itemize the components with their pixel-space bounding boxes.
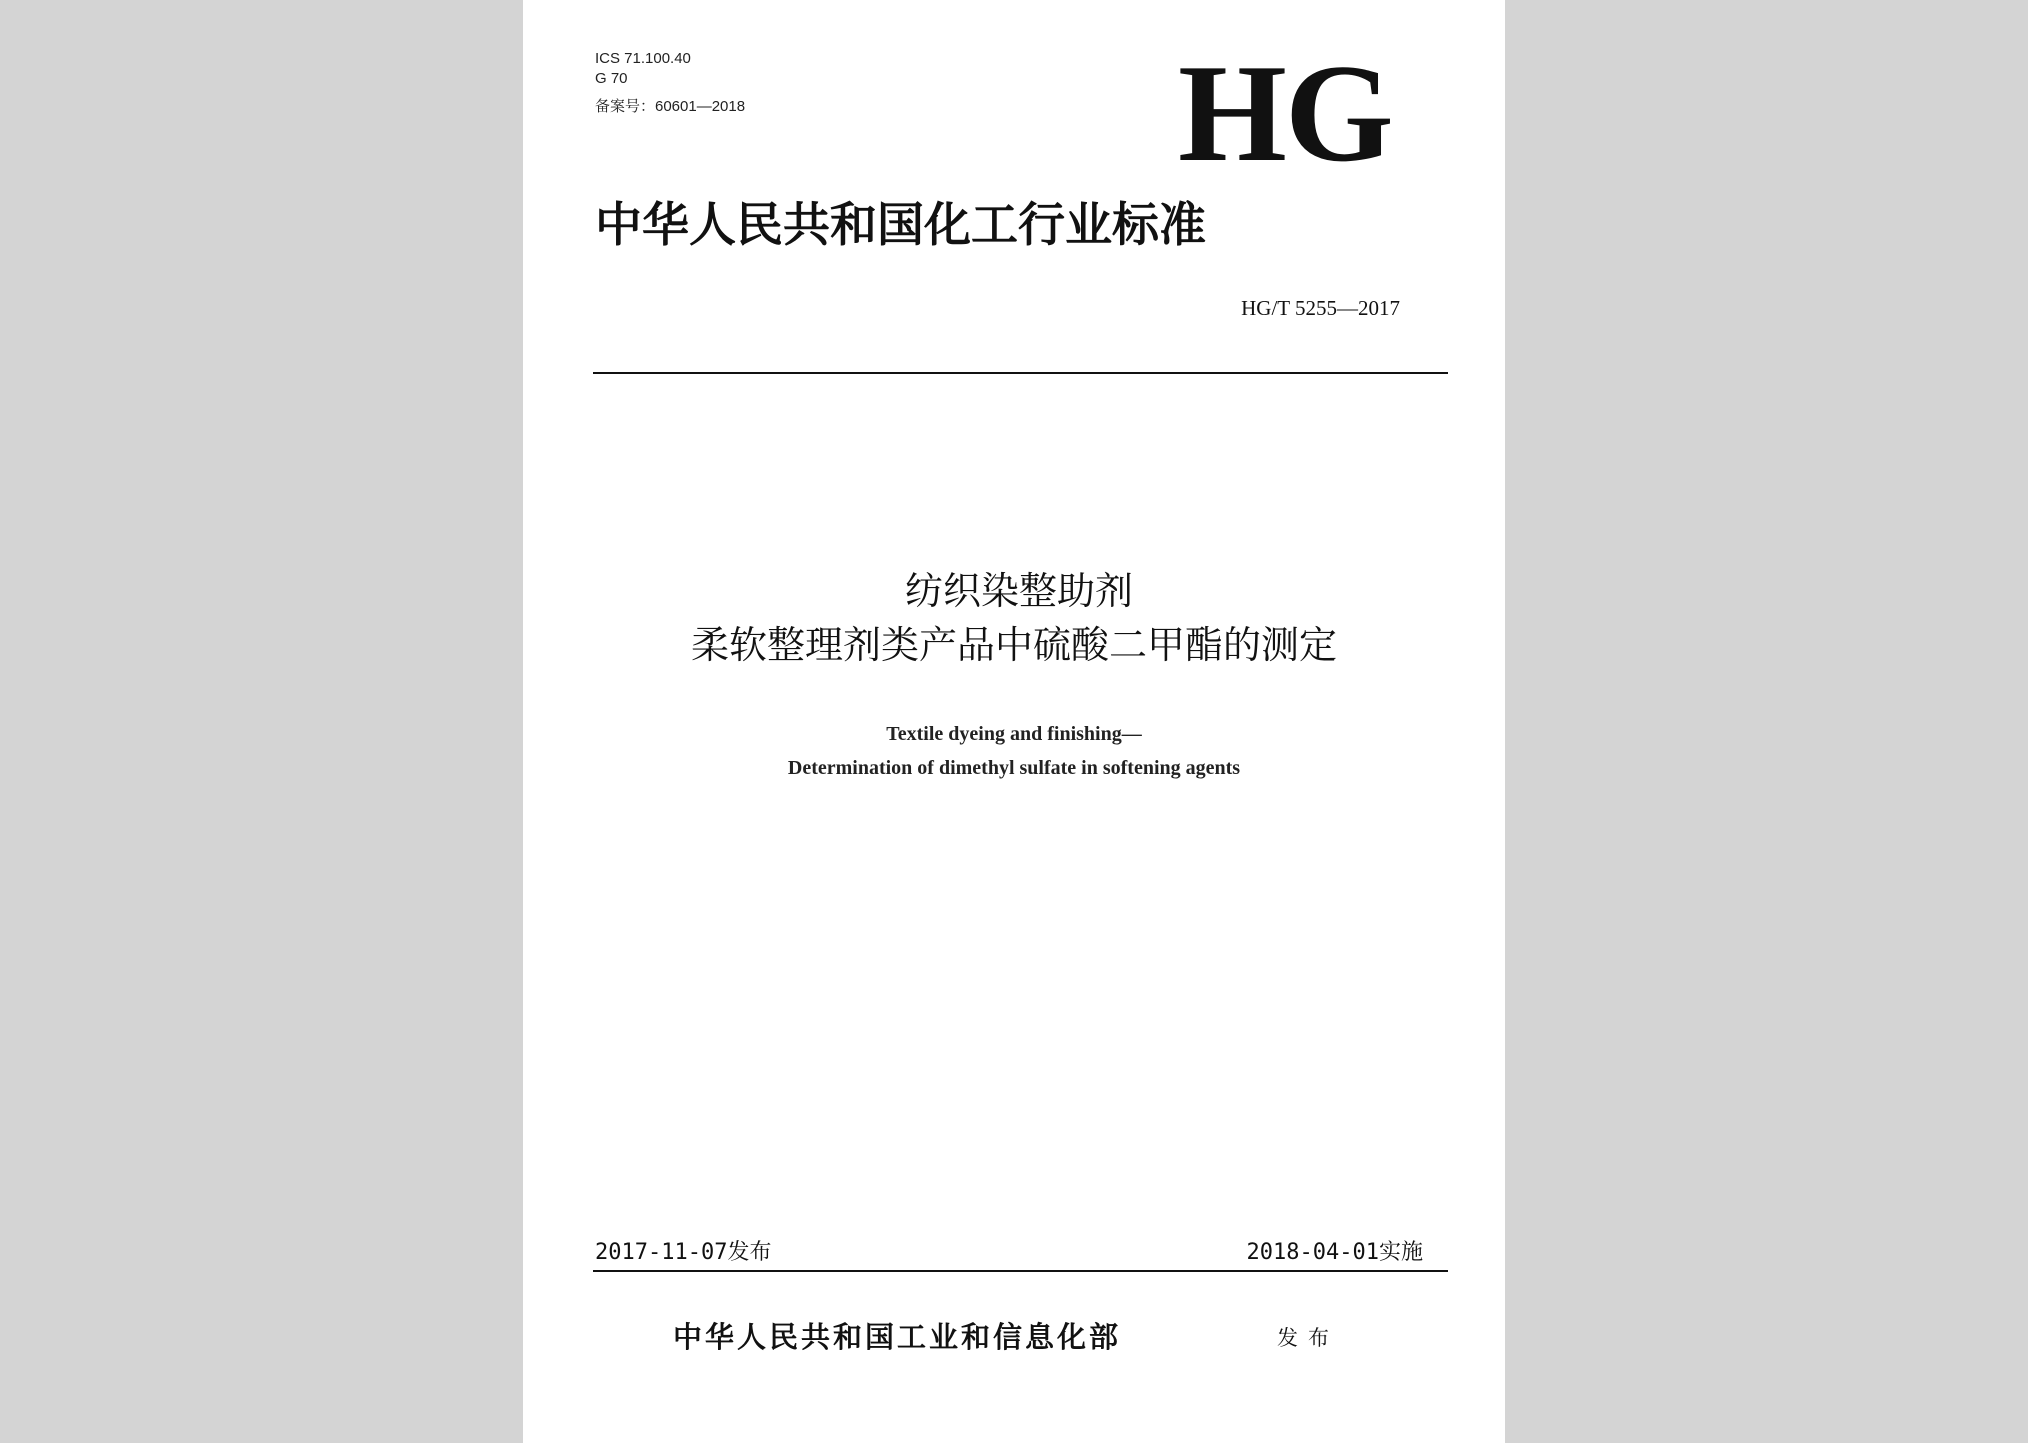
document-page: [523, 0, 1505, 1443]
chinese-title-line-1: 纺织染整助剂: [904, 569, 1133, 613]
standard-number: HG/T 5255—2017: [1241, 296, 1400, 320]
ics-code: ICS 71.100.40: [595, 50, 691, 67]
english-title-line-1: Textile dyeing and finishing—: [886, 723, 1142, 745]
bottom-divider: [593, 1270, 1448, 1272]
implementation-date: 2018-04-01实施: [1246, 1240, 1423, 1265]
record-number: 备案号：60601—2018: [595, 98, 746, 115]
chinese-title-line-2: 柔软整理剂类产品中硫酸二甲酯的测定: [690, 623, 1337, 667]
top-divider: [593, 372, 1448, 374]
publisher-name: 中华人民共和国工业和信息化部: [673, 1320, 1122, 1354]
ccs-code: G 70: [595, 70, 628, 87]
standard-title: 中华人民共和国化工行业标准: [595, 198, 1206, 253]
hg-logo: HG: [1178, 36, 1392, 191]
issue-date: 2017-11-07发布: [595, 1240, 772, 1265]
english-title-line-2: Determination of dimethyl sulfate in softening agents: [787, 757, 1241, 779]
publish-label: 发布: [1277, 1326, 1339, 1350]
